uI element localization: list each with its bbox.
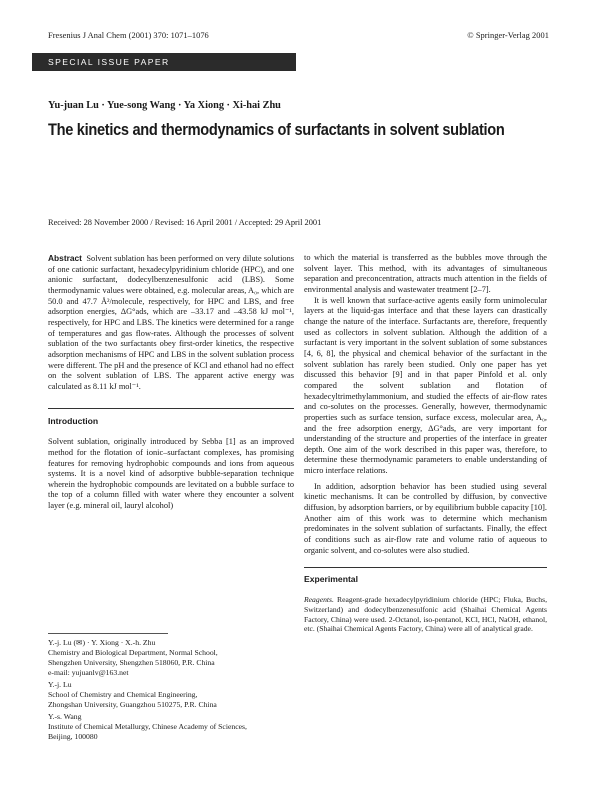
journal-citation: Fresenius J Anal Chem (2001) 370: 1071–1076: [48, 31, 209, 40]
received-dates: Received: 28 November 2000 / Revised: 16 April 2001 / Accepted: 29 April 2001: [48, 218, 322, 227]
affiliation-names: Y.-j. Lu: [48, 680, 72, 690]
introduction-heading: Introduction: [48, 415, 99, 426]
footnote-divider-wrap: [48, 633, 168, 634]
affiliation-line: Zhongshan University, Guangzhou 510275, P.R. China: [48, 699, 217, 709]
affiliation-1: [48, 638, 298, 678]
affiliation-2: [48, 680, 298, 710]
abstract-text: Solvent sublation has been performed on very dilute solutions of one cationic surfactant, hexadecylpyridinium chloride (HPC), and one anionic surfactant, dodecylbenzenesulfonic acid (LBS). Some thermodynamic values were obtained, e.g. molecular areas, A₀, which are 50.0 and 47.7 Å²/molecule, respectively, for HPC and LBS, and free adsorption energies, ΔG°ads, which are –33.17 and –43.58 kJ mol⁻¹, respectively, for HPC and LBS. The kinetics were determined for a range of temperatures and gas flow-rates. Although the processes of solvent sublation of the two surfactants obey first-order kinetics, the respective adsorption mechanisms of HPC and LBS in the solvent sublation process were different. The pH and the presence of KCl and ethanol had no effect on the solvent sublation of LBS. The apparent active energy was calculated as 8.11 kJ mol⁻¹.: [48, 254, 294, 391]
experimental-heading: Experimental: [304, 574, 358, 585]
affiliation-3: [48, 712, 298, 742]
abstract: [48, 253, 294, 393]
affiliation-email: e-mail: yujuanlv@163.net: [48, 667, 129, 677]
article-title: The kinetics and thermodynamics of surfactants in solvent sublation: [48, 120, 505, 139]
affiliation-names: Y.-s. Wang: [48, 712, 82, 722]
affiliation-line: Institute of Chemical Metallurgy, Chinese Academy of Sciences,: [48, 722, 247, 732]
abstract-label: Abstract: [48, 253, 82, 263]
affiliation-line: Shengzhen University, Shengzhen 518060, P.R. China: [48, 657, 215, 667]
right-column: [304, 253, 547, 634]
paragraph: In addition, adsorption behavior has been studied using several kinetic mechanisms. It can be controlled by diffusion, by convective diffusion, by adsorption barriers, or by equilibrium bubble capacity [10]. Another aim of this work was to determine which mechanism predominates in the solvent sublation of surfactants. Finally, the effect of conditions such as air-flow rate and volume ratio of aqueous to organic solvent, and co-solutes were also studied.: [304, 481, 547, 555]
affiliation-line: Beijing, 100080: [48, 732, 98, 742]
footnote-divider: [48, 633, 168, 634]
paragraph: to which the material is transferred as the bubbles move through the solvent layer. This method, with its advantages of simultaneous separation and preconcentration, attracts much attention in the fields of environmental analysis and wastewater treatment [2–7].: [304, 253, 547, 294]
reagents-paragraph: [304, 595, 547, 634]
reagents-text: Reagent-grade hexadecylpyridinium chloride (HPC; Fluka, Buchs, Switzerland) and dodecylbenzenesulfonic acid (Shaihai Chemical Agents Factory, China) were used. 2-Octanol, iso-pentanol, KCl, HCl, NaOH, ethanol, etc. (Shaihai Chemical Agents Factory, China) were all of analytical grade.: [304, 595, 547, 634]
author-list: Yu-juan Lu · Yue-song Wang · Ya Xiong · Xi-hai Zhu: [48, 100, 281, 111]
publisher-copyright: © Springer-Verlag 2001: [467, 31, 549, 40]
affiliation-names: Y.-j. Lu (✉) · Y. Xiong · X.-h. Zhu: [48, 638, 156, 647]
reagents-label: Reagents.: [304, 595, 334, 605]
paragraph: It is well known that surface-active agents easily form unimolecular layers at the liquid-gas interface and that these layers can drastically change the nature of the interface. Surfactants are, therefore, frequently used as collectors in solvent sublation. Although the addition of a surfactant is very important in the solvent sublation of some substances [4, 6, 8], the physical and chemical behavior of the surfactant in the solvent sublation has rarely been studied. Only one paper has yet discussed this behavior [9] and in that paper Pinfold et al. only compared the solvent sublation and flotation of hexadecyltrimethylammonium, and studied the effects of air-flow rates and co-solutes on the processes. Generally, however, thermodynamic properties such as surface tension, surface excess, molecular area, A₀, and the free adsorption energy, ΔG°ads, are very important for understanding of the structure and properties of the interface in greater depth. One aim of the work described in this paper was, therefore, to determine these thermodynamic parameters to enable understanding of micro interface relations.: [304, 295, 547, 476]
affiliations: [48, 638, 298, 745]
introduction-paragraph: Solvent sublation, originally introduced by Sebba [1] as an improved method for the flotation of ionic–surfactant complexes, has promising features for removing hydrophobic compounds and ions from aqueous systems. It is a novel kind of adsorptive bubble-separation technique wherein the hydrophobic compounds are levitated on a bubble surface to the top of a column filled with water where they encounter a solvent layer (e.g. mineral oil, lauryl alcohol): [48, 437, 294, 511]
left-column: [48, 253, 294, 512]
article-type-banner: SPECIAL ISSUE PAPER: [32, 53, 296, 71]
affiliation-line: School of Chemistry and Chemical Engineering,: [48, 690, 198, 700]
affiliation-line: Chemistry and Biological Department, Normal School,: [48, 647, 218, 657]
